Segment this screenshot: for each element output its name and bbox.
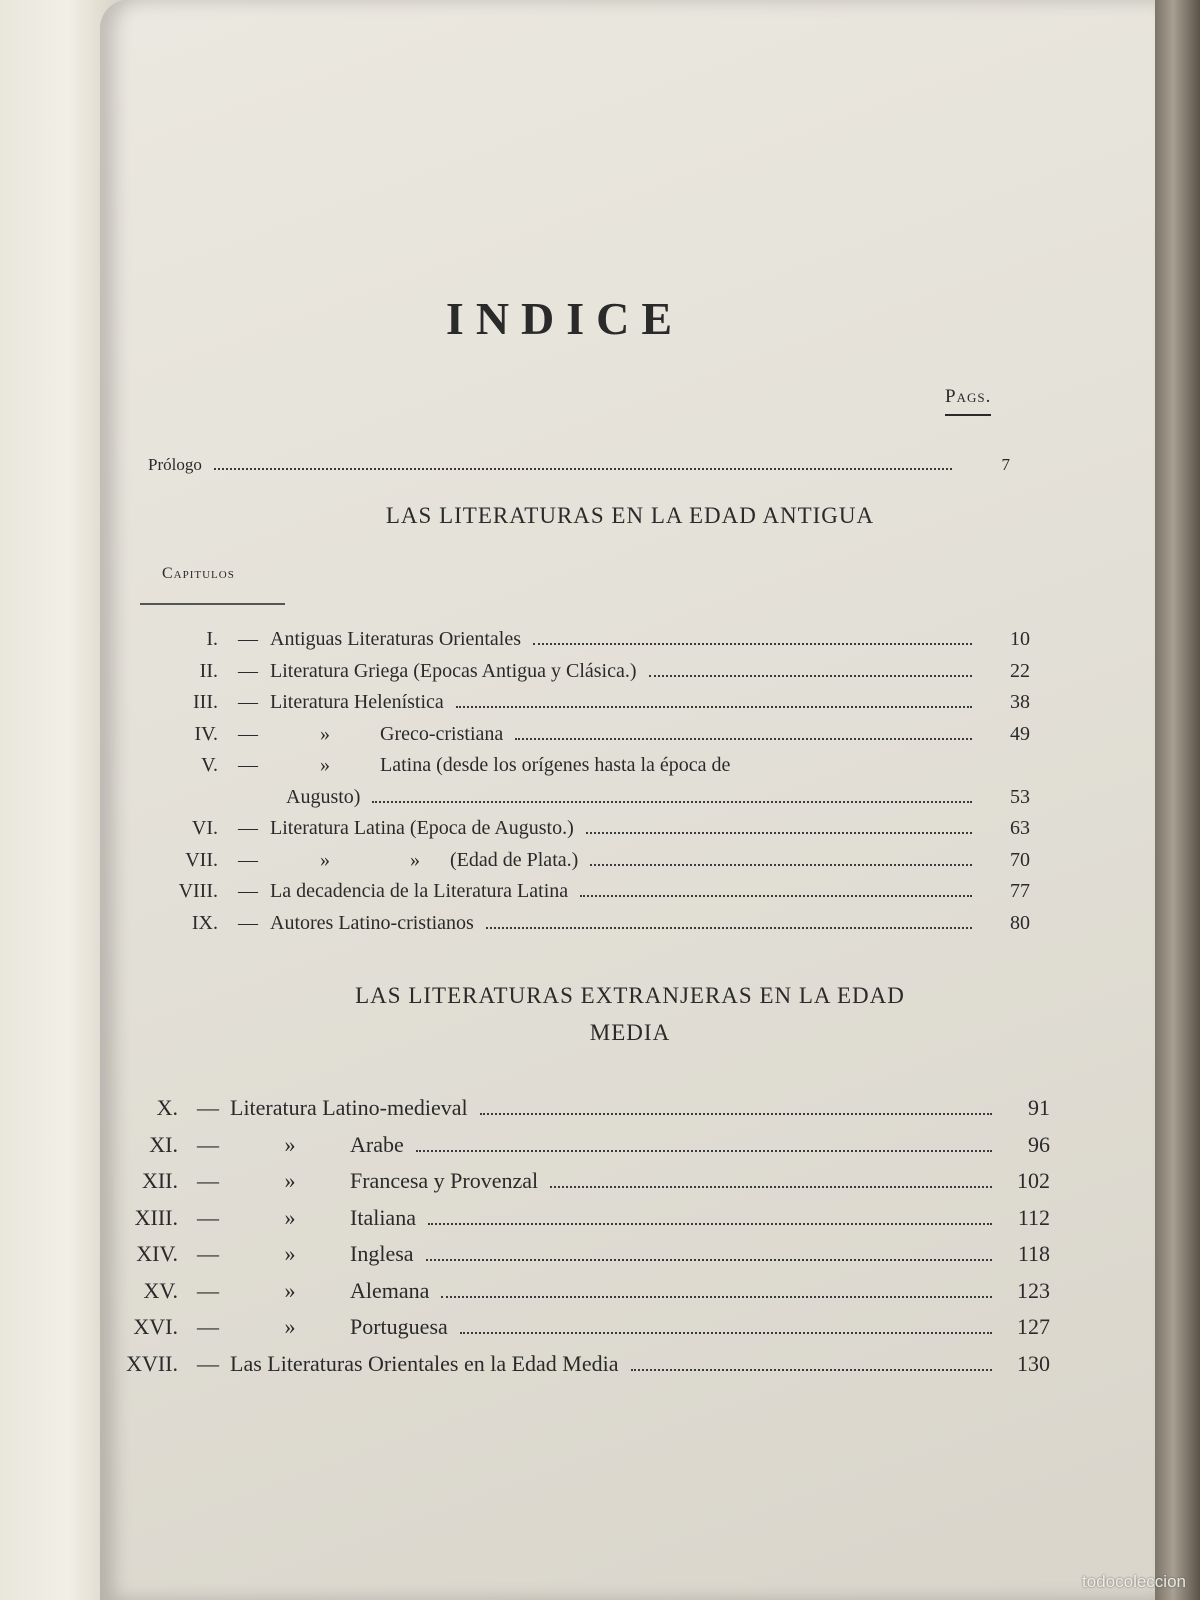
toc-entry	[60, 1351, 1050, 1381]
chapter-page: 96	[1028, 1131, 1050, 1157]
chapter-dash: —	[197, 1277, 219, 1303]
chapter-dash: —	[197, 1314, 219, 1339]
toc-entry	[100, 660, 1030, 690]
chapter-number: V.	[201, 754, 218, 776]
dot-leader	[214, 468, 952, 470]
dot-leader	[428, 1223, 992, 1225]
chapter-page: 91	[1028, 1095, 1050, 1120]
chapter-dash: —	[238, 628, 258, 650]
pages-column-header: Pags.	[945, 386, 991, 416]
toc-entry	[100, 912, 1030, 942]
chapter-page: 53	[1010, 785, 1030, 808]
dot-leader	[416, 1150, 992, 1152]
chapter-dash: —	[197, 1204, 219, 1230]
chapter-page: 127	[1017, 1314, 1050, 1339]
chapter-number: XVI.	[133, 1314, 178, 1339]
chapter-dash: —	[197, 1095, 219, 1120]
chapters-rule	[140, 603, 285, 605]
chapter-title: Literatura Latino-medieval	[230, 1095, 468, 1120]
chapter-title: Literatura Latina (Epoca de Augusto.)	[270, 817, 574, 839]
dot-leader	[456, 706, 972, 708]
chapter-page: 77	[1010, 880, 1030, 902]
dot-leader	[631, 1369, 992, 1371]
dot-leader	[580, 895, 972, 897]
ditto-mark: »	[284, 1241, 296, 1266]
chapter-title: Literatura Helenística	[270, 691, 444, 713]
chapter-number: X.	[156, 1095, 178, 1120]
watermark: todocoleccion	[1082, 1572, 1186, 1591]
section-heading-antigua: LAS LITERATURAS EN LA EDAD ANTIGUA	[385, 503, 875, 528]
chapter-number: III.	[193, 691, 218, 713]
toc-entry	[60, 1168, 1050, 1198]
dot-leader	[480, 1113, 992, 1115]
chapter-number: XVII.	[126, 1350, 178, 1376]
chapter-page: 118	[1017, 1241, 1050, 1266]
dot-leader	[372, 801, 972, 803]
chapter-dash: —	[238, 817, 258, 839]
toc-entry	[100, 786, 1030, 816]
chapter-number: XI.	[149, 1131, 178, 1157]
chapter-title: Inglesa	[350, 1241, 414, 1266]
dot-leader	[590, 864, 972, 866]
chapter-number: IX.	[191, 911, 218, 934]
chapter-title: La decadencia de la Literatura Latina	[270, 880, 569, 902]
ditto-mark: »	[320, 754, 330, 776]
dot-leader	[550, 1186, 992, 1188]
chapter-page: 22	[1010, 659, 1030, 682]
chapter-number: II.	[199, 659, 218, 682]
chapter-number: VI.	[191, 817, 218, 839]
prologue-page: 7	[1001, 455, 1010, 474]
chapter-title: Antiguas Literaturas Orientales	[270, 628, 522, 650]
chapter-title: Portuguesa	[350, 1314, 448, 1339]
section-heading-media-line2: MEDIA	[589, 1020, 671, 1045]
chapter-number: I.	[206, 628, 218, 650]
chapter-page: 63	[1010, 817, 1030, 839]
ditto-mark: »	[410, 848, 420, 871]
toc-entry	[100, 817, 1030, 847]
chapter-dash: —	[238, 911, 258, 934]
chapter-number: IV.	[194, 722, 218, 745]
chapter-title: Alemana	[350, 1277, 430, 1303]
chapter-number: XII.	[141, 1168, 178, 1193]
chapter-page: 10	[1010, 628, 1030, 650]
chapter-dash: —	[197, 1350, 219, 1376]
chapter-dash: —	[238, 754, 258, 776]
toc-entry	[60, 1241, 1050, 1271]
chapter-number: XIII.	[134, 1204, 178, 1230]
chapter-page: 112	[1017, 1204, 1050, 1230]
section-heading-media-line1: LAS LITERATURAS EXTRANJERAS EN LA EDAD	[355, 983, 905, 1008]
chapter-dash: —	[197, 1168, 219, 1193]
dot-leader	[460, 1332, 992, 1334]
chapter-page: 49	[1010, 722, 1030, 745]
chapter-page: 130	[1017, 1350, 1050, 1376]
ditto-mark: »	[284, 1277, 296, 1303]
chapter-dash: —	[238, 880, 258, 902]
chapter-title: Autores Latino-cristianos	[270, 911, 474, 934]
chapter-dash: —	[197, 1131, 219, 1157]
chapter-dash: —	[238, 691, 258, 713]
dot-leader	[441, 1296, 992, 1298]
ditto-mark: »	[284, 1314, 296, 1339]
toc-entry	[60, 1095, 1050, 1125]
chapter-title: Latina (desde los orígenes hasta la época de	[380, 754, 731, 776]
chapters-label: Capitulos	[162, 565, 235, 582]
toc-entry	[100, 628, 1030, 658]
toc-entry	[100, 723, 1030, 753]
chapter-number: VII.	[185, 848, 218, 871]
page-title: INDICE	[445, 293, 685, 344]
chapter-page: 38	[1010, 691, 1030, 713]
dot-leader	[533, 643, 972, 645]
prologue-label: Prólogo	[148, 455, 202, 474]
chapter-number: XV.	[143, 1277, 178, 1303]
toc-entry	[60, 1314, 1050, 1344]
toc-entry	[60, 1278, 1050, 1308]
ditto-mark: »	[284, 1204, 296, 1230]
ditto-mark: »	[284, 1168, 296, 1193]
toc-entry	[100, 849, 1030, 879]
ditto-mark: »	[320, 722, 330, 745]
chapter-number: XIV.	[136, 1241, 178, 1266]
chapter-page: 70	[1010, 848, 1030, 871]
chapter-number: VIII.	[178, 880, 218, 902]
chapter-dash: —	[197, 1241, 219, 1266]
toc-entry	[60, 1205, 1050, 1235]
dot-leader	[515, 738, 972, 740]
chapter-title: Francesa y Provenzal	[350, 1168, 539, 1193]
chapter-page: 80	[1010, 911, 1030, 934]
prologue-entry	[148, 455, 1010, 483]
chapter-page: 102	[1017, 1168, 1050, 1193]
chapter-title: Arabe	[350, 1131, 404, 1157]
chapter-dash: —	[238, 659, 258, 682]
ditto-mark: »	[320, 848, 330, 871]
dot-leader	[586, 832, 972, 834]
toc-entry	[60, 1132, 1050, 1162]
chapter-title: Las Literaturas Orientales en la Edad Media	[230, 1350, 619, 1376]
chapter-title: Literatura Griega (Epocas Antigua y Clásica.)	[270, 659, 637, 682]
chapter-title: (Edad de Plata.)	[450, 848, 579, 871]
ditto-mark: »	[284, 1131, 296, 1157]
dot-leader	[486, 927, 972, 929]
chapter-title: Italiana	[350, 1204, 416, 1230]
toc-entry	[100, 880, 1030, 910]
dot-leader	[426, 1259, 992, 1261]
toc-entry	[100, 691, 1030, 721]
chapter-title: Greco-cristiana	[380, 722, 504, 745]
chapter-title: Augusto)	[286, 785, 361, 808]
chapter-dash: —	[238, 722, 258, 745]
chapter-dash: —	[238, 848, 258, 871]
chapter-page: 123	[1017, 1277, 1050, 1303]
toc-entry	[100, 754, 1030, 784]
dot-leader	[649, 675, 972, 677]
